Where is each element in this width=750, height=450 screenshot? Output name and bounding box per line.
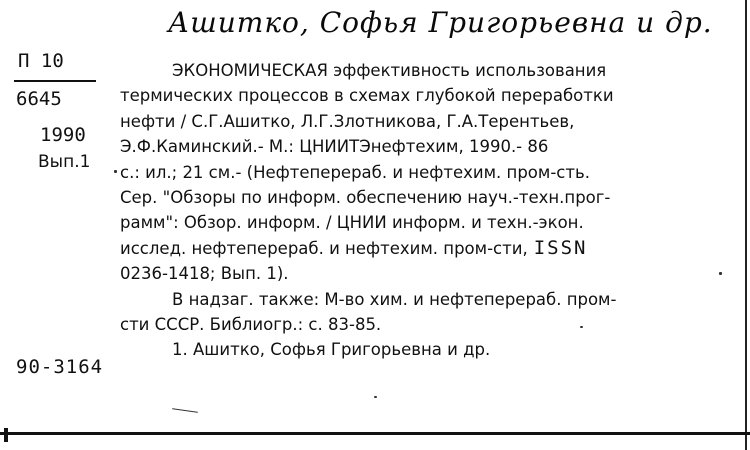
call-number-year: 1990 xyxy=(40,124,86,146)
call-number-issue: Вып.1 xyxy=(38,152,91,172)
subject-heading-line: 1. Ашитко, Софья Григорьевна и др. xyxy=(172,340,491,360)
entry-line: с.: ил.; 21 см.- (Нефтеперераб. и нефтехим. пром-сть. xyxy=(120,162,590,182)
accession-number: 90-3164 xyxy=(16,356,104,378)
card-bottom-rule xyxy=(0,432,750,435)
card-right-edge xyxy=(745,0,747,450)
entry-line: нефти / С.Г.Ашитко, Л.Г.Злотникова, Г.А.Терентьев, xyxy=(120,111,575,131)
ink-speck xyxy=(719,272,722,275)
bibliographic-entry xyxy=(120,58,740,363)
ink-speck xyxy=(374,396,377,398)
entry-line: Сер. "Обзоры по информ. обеспечению науч.-техн.прог- xyxy=(120,187,611,207)
entry-line: 0236-1418; Вып. 1). xyxy=(120,264,289,284)
call-number-number: 6645 xyxy=(16,88,62,110)
ink-speck xyxy=(580,326,583,328)
pencil-mark xyxy=(172,408,198,413)
call-number-divider xyxy=(14,80,96,82)
entry-note-line: сти СССР. Библиогр.: с. 83-85. xyxy=(120,314,382,334)
entry-note-line: В надзаг. также: М-во хим. и нефтеперераб. пром- xyxy=(172,289,617,309)
entry-line-text: исслед. нефтеперераб. и нефтехим. пром-сти, xyxy=(120,238,528,258)
entry-line: Э.Ф.Каминский.- М.: ЦНИИТЭнефтехим, 1990.- 86 xyxy=(120,137,549,157)
call-number-shelf: П 10 xyxy=(18,50,64,72)
entry-line: рамм": Обзор. информ. / ЦНИИ информ. и техн.-экон. xyxy=(120,213,584,233)
entry-line: ЭКОНОМИЧЕСКАЯ эффективность использования xyxy=(172,61,607,80)
handwritten-heading: Ашитко, Софья Григорьевна и др. xyxy=(168,6,713,39)
handwritten-issn-label: ISSN xyxy=(533,236,588,259)
entry-line-with-issn xyxy=(120,236,740,261)
card-corner-mark xyxy=(4,428,8,442)
entry-line: термических процессов в схемах глубокой переработки xyxy=(120,86,614,106)
ink-speck xyxy=(114,170,117,173)
